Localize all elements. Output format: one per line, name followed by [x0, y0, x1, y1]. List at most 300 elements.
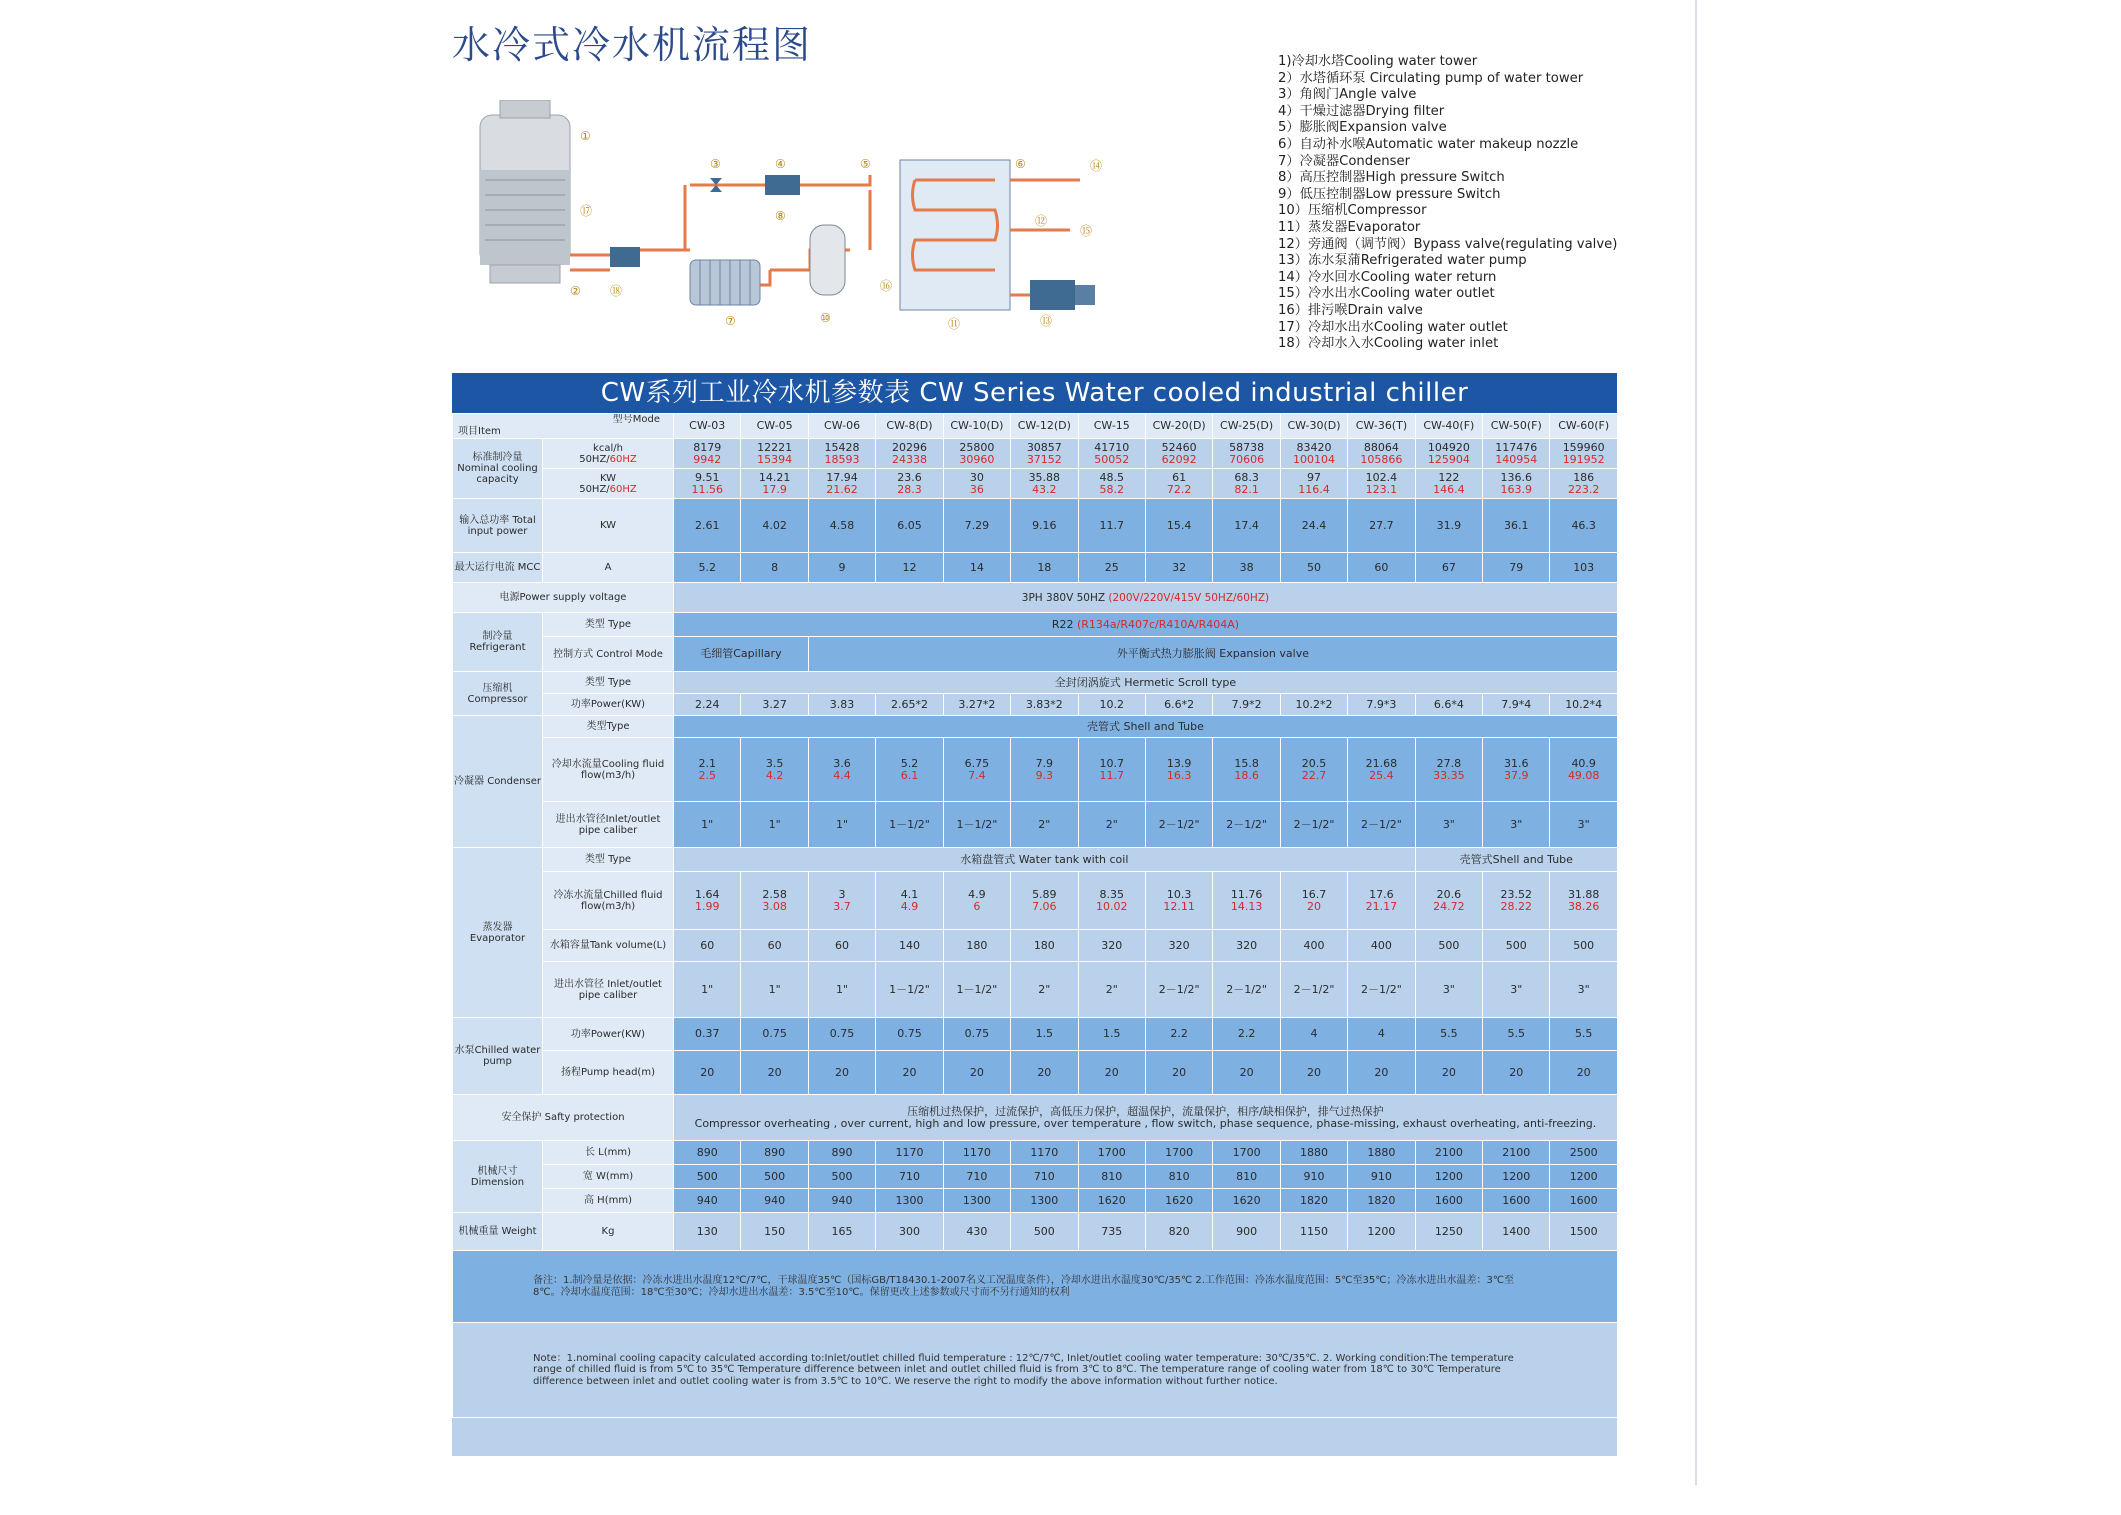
legend-item: 5）膨胀阀Expansion valve — [1278, 120, 1447, 136]
value-cell — [943, 439, 1010, 469]
component-legend — [1278, 54, 1698, 353]
value-cell: 1600 — [1483, 1189, 1550, 1213]
diagram-label-16: ⑯ — [880, 279, 893, 293]
value-cell: 6.6*2 — [1145, 694, 1212, 716]
cooling-tower-icon — [480, 100, 570, 283]
value-50hz: 17.94 — [826, 470, 858, 484]
value-cell: 14 — [943, 553, 1010, 583]
evaporator-type-coil: 水箱盘管式 Water tank with coil — [674, 848, 1416, 872]
value-cell — [1550, 738, 1617, 802]
value-60hz: 6.1 — [900, 768, 919, 782]
diagram-label-1: ① — [580, 129, 591, 143]
value-60hz: 125904 — [1427, 452, 1470, 466]
value-cell: 2" — [1078, 802, 1145, 848]
legend-item: 10）压缩机Compressor — [1278, 203, 1427, 219]
value-cell: 2.2 — [1213, 1018, 1280, 1051]
value-cell: 46.3 — [1550, 499, 1617, 553]
compressor-icon — [810, 225, 845, 295]
value-cell — [1145, 872, 1212, 930]
value-50hz: 8.35 — [1099, 887, 1124, 901]
value-cell: 0.75 — [876, 1018, 943, 1051]
value-cell: 20 — [1348, 1051, 1415, 1095]
value-cell: 500 — [1550, 930, 1617, 962]
value-cell: 890 — [741, 1141, 808, 1165]
legend-item: 11）蒸发器Evaporator — [1278, 219, 1421, 235]
model-header: CW-25(D) — [1213, 414, 1280, 439]
value-cell: 320 — [1145, 930, 1212, 962]
cell-text: 60HZ — [609, 453, 637, 465]
value-50hz: 4.9 — [968, 887, 986, 901]
value-cell: 2.61 — [674, 499, 741, 553]
value-cell — [943, 469, 1010, 499]
refrigerant-label: 制冷量 Refrigerant — [453, 613, 543, 672]
value-cell — [1415, 469, 1482, 499]
value-60hz: 140954 — [1495, 452, 1538, 466]
value-50hz: 2.1 — [698, 756, 716, 770]
value-cell: 20 — [1078, 1051, 1145, 1095]
value-cell: 500 — [674, 1165, 741, 1189]
value-cell — [1483, 439, 1550, 469]
value-cell: 1" — [741, 802, 808, 848]
model-header: CW-10(D) — [943, 414, 1010, 439]
value-60hz: 1.99 — [694, 899, 720, 913]
value-cell: 60 — [741, 930, 808, 962]
value-cell — [741, 469, 808, 499]
value-60hz: 28.22 — [1500, 899, 1533, 913]
value-50hz: 10.7 — [1099, 756, 1124, 770]
mcc-label: 最大运行电流 MCC — [453, 553, 543, 583]
pump-label: 水泵Chilled water pump — [453, 1018, 543, 1095]
value-60hz: 11.56 — [691, 482, 723, 496]
value-50hz: 40.9 — [1571, 756, 1596, 770]
value-cell: 2－1/2" — [1213, 802, 1280, 848]
model-header: CW-60(F) — [1550, 414, 1617, 439]
value-cell — [1280, 872, 1347, 930]
compressor-power-label: 功率Power(KW) — [543, 694, 674, 716]
value-cell: 1600 — [1415, 1189, 1482, 1213]
model-header: CW-15 — [1078, 414, 1145, 439]
value-cell: 130 — [674, 1213, 741, 1251]
drying-filter-icon — [765, 175, 800, 195]
value-cell: 7.9*2 — [1213, 694, 1280, 716]
control-capillary: 毛细管Capillary — [674, 637, 809, 672]
corner-item-label: 项目Item — [458, 426, 501, 437]
diagram-label-2: ② — [570, 284, 581, 298]
legend-item: 17）冷却水出水Cooling water outlet — [1278, 319, 1508, 335]
model-header: CW-36(T) — [1348, 414, 1415, 439]
value-cell: 10.2*2 — [1280, 694, 1347, 716]
value-cell — [876, 872, 943, 930]
value-cell: 400 — [1280, 930, 1347, 962]
value-cell — [1011, 872, 1078, 930]
evaporator-type-label: 类型 Type — [543, 848, 674, 872]
value-50hz: 2.58 — [762, 887, 787, 901]
value-cell: 1620 — [1213, 1189, 1280, 1213]
value-cell — [943, 872, 1010, 930]
diagram-label-12: ⑫ — [1035, 214, 1048, 228]
condenser-type-label: 类型Type — [543, 716, 674, 738]
value-60hz: 7.4 — [968, 768, 986, 782]
value-60hz: 20 — [1307, 899, 1321, 913]
dimension-label: 机械尺寸 Dimension — [453, 1141, 543, 1213]
value-60hz: 163.9 — [1500, 482, 1533, 496]
value-cell: 5.5 — [1415, 1018, 1482, 1051]
model-header: CW-40(F) — [1415, 414, 1482, 439]
length-label: 长 L(mm) — [543, 1141, 674, 1165]
value-cell: 910 — [1280, 1165, 1347, 1189]
diagram-label-13: ⑬ — [1040, 314, 1053, 328]
value-cell: 9 — [808, 553, 875, 583]
mcc-unit: A — [543, 553, 674, 583]
value-cell: 1820 — [1280, 1189, 1347, 1213]
value-60hz: 14.13 — [1230, 899, 1263, 913]
value-cell: 3" — [1415, 962, 1482, 1018]
value-cell: 2" — [1011, 962, 1078, 1018]
value-50hz: 41710 — [1094, 440, 1130, 454]
height-label: 高 H(mm) — [543, 1189, 674, 1213]
value-cell — [674, 439, 741, 469]
value-60hz: 30960 — [959, 452, 995, 466]
value-60hz: 11.7 — [1099, 768, 1124, 782]
value-50hz: 136.6 — [1500, 470, 1533, 484]
value-50hz: 13.9 — [1166, 756, 1192, 770]
value-cell: 1－1/2" — [876, 962, 943, 1018]
value-cell — [1483, 738, 1550, 802]
value-50hz: 5.2 — [900, 756, 919, 770]
value-cell: 940 — [741, 1189, 808, 1213]
value-60hz: 12.11 — [1163, 899, 1195, 913]
value-cell: 20 — [1550, 1051, 1617, 1095]
value-cell: 2100 — [1483, 1141, 1550, 1165]
corner-mode-label: 型号Mode — [612, 414, 660, 425]
condenser-pipe-label: 进出水管径Inlet/outlet pipe caliber — [543, 802, 674, 848]
note-chinese: 备注：1.制冷量是依据：冷冻水进出水温度12℃/7℃，干球温度35℃（国标GB/T18430.1-2007名义工况温度条件），冷却水进出水温度30℃/35℃ 2.工作范围：冷冻水温度范围：5℃至35℃；冷冻水进出水温差：3℃至8℃。冷却水温度范围：18℃至30℃；冷却水进出水温差：3.5℃至10℃。保留更改上述参数或尺寸而不另行通知的权利 — [453, 1251, 1618, 1323]
value-cell: 20 — [876, 1051, 943, 1095]
value-cell — [1280, 439, 1347, 469]
value-cell: 810 — [1078, 1165, 1145, 1189]
value-50hz: 7.9 — [1035, 756, 1054, 770]
value-cell: 2500 — [1550, 1141, 1617, 1165]
value-cell: 7.9*3 — [1348, 694, 1415, 716]
value-60hz: 191952 — [1562, 452, 1605, 466]
value-cell: 1－1/2" — [943, 962, 1010, 1018]
value-50hz: 23.6 — [897, 470, 922, 484]
value-50hz: 31.88 — [1567, 887, 1600, 901]
chilled-pump-icon — [1030, 280, 1095, 310]
value-cell: 1300 — [876, 1189, 943, 1213]
spec-table — [452, 373, 1617, 1456]
value-cell: 5.5 — [1550, 1018, 1617, 1051]
tower-pump-icon — [610, 247, 640, 267]
value-cell: 11.7 — [1078, 499, 1145, 553]
value-cell: 2－1/2" — [1280, 802, 1347, 848]
value-cell: 3" — [1550, 962, 1617, 1018]
value-cell — [1415, 439, 1482, 469]
value-50hz: 6.75 — [964, 756, 990, 770]
cell-text: 50HZ/ — [579, 483, 610, 495]
value-cell: 0.75 — [808, 1018, 875, 1051]
value-cell: 6.6*4 — [1415, 694, 1482, 716]
value-cell: 2.65*2 — [876, 694, 943, 716]
value-50hz: 14.21 — [758, 470, 791, 484]
legend-item: 14）冷水回水Cooling water return — [1278, 269, 1497, 285]
condenser-flow-label: 冷却水流量Cooling fluid flow(m3/h) — [543, 738, 674, 802]
value-50hz: 20.5 — [1301, 756, 1327, 770]
value-50hz: 83420 — [1296, 440, 1332, 454]
legend-item: 6）自动补水喉Automatic water makeup nozzle — [1278, 136, 1579, 152]
value-cell: 3" — [1415, 802, 1482, 848]
value-cell: 4.58 — [808, 499, 875, 553]
value-60hz: 146.4 — [1433, 482, 1465, 496]
cell-text: 压缩机过热保护，过流保护，高低压力保护，超温保护，流量保护，相序/缺相保护，排气过热保护 — [907, 1104, 1384, 1118]
value-50hz: 23.52 — [1500, 887, 1533, 901]
value-60hz: 37152 — [1026, 452, 1062, 466]
value-60hz: 9942 — [693, 452, 722, 466]
value-cell: 32 — [1145, 553, 1212, 583]
value-cell: 1" — [674, 802, 741, 848]
value-cell: 20 — [1145, 1051, 1212, 1095]
value-50hz: 21.68 — [1365, 756, 1398, 770]
value-cell: 2－1/2" — [1280, 962, 1347, 1018]
value-cell: 15.4 — [1145, 499, 1212, 553]
value-cell: 1700 — [1145, 1141, 1212, 1165]
value-cell: 180 — [943, 930, 1010, 962]
value-60hz: 3.7 — [833, 899, 851, 913]
refrigerant-type-label: 类型 Type — [543, 613, 674, 637]
value-60hz: 18593 — [824, 452, 860, 466]
cell-text: (200V/220V/415V 50HZ/60HZ) — [1108, 591, 1270, 604]
value-cell — [1280, 738, 1347, 802]
value-60hz: 15394 — [757, 452, 793, 466]
value-60hz: 116.4 — [1298, 482, 1330, 496]
diagram-label-18: ⑱ — [610, 284, 623, 298]
value-cell — [1078, 439, 1145, 469]
compressor-label: 压缩机 Compressor — [453, 672, 543, 716]
value-cell: 1700 — [1078, 1141, 1145, 1165]
condenser-label: 冷凝器 Condenser — [453, 716, 543, 848]
value-60hz: 4.9 — [900, 899, 919, 913]
legend-item: 15）冷水出水Cooling water outlet — [1278, 286, 1495, 302]
value-60hz: 58.2 — [1099, 482, 1124, 496]
value-cell: 2" — [1011, 802, 1078, 848]
value-cell: 1170 — [943, 1141, 1010, 1165]
weight-unit: Kg — [543, 1213, 674, 1251]
condenser-type-value: 壳管式 Shell and Tube — [674, 716, 1618, 738]
value-cell — [1078, 872, 1145, 930]
value-cell: 1880 — [1348, 1141, 1415, 1165]
refrigerant-type-value — [674, 613, 1618, 637]
cell-text: kcal/h — [593, 442, 623, 454]
value-cell: 940 — [674, 1189, 741, 1213]
value-60hz: 43.2 — [1032, 482, 1057, 496]
value-cell: 10.2 — [1078, 694, 1145, 716]
legend-item: 16）排污喉Drain valve — [1278, 302, 1423, 318]
value-60hz: 70606 — [1229, 452, 1265, 466]
value-60hz: 22.7 — [1301, 768, 1327, 782]
evaporator-flow-label: 冷冻水流量Chilled fluid flow(m3/h) — [543, 872, 674, 930]
width-label: 宽 W(mm) — [543, 1165, 674, 1189]
cell-text: KW — [599, 472, 617, 484]
value-cell: 2－1/2" — [1213, 962, 1280, 1018]
value-50hz: 20296 — [891, 440, 927, 454]
value-cell: 1200 — [1348, 1213, 1415, 1251]
legend-item: 8）高压控制器High pressure Switch — [1278, 170, 1505, 186]
legend-item: 4）干燥过滤器Drying filter — [1278, 103, 1445, 119]
value-cell: 1.5 — [1078, 1018, 1145, 1051]
value-cell: 1620 — [1145, 1189, 1212, 1213]
value-cell: 1170 — [876, 1141, 943, 1165]
value-cell: 3.83*2 — [1011, 694, 1078, 716]
value-cell — [1011, 439, 1078, 469]
legend-item: 1)冷却水塔Cooling water tower — [1278, 54, 1478, 69]
value-cell: 3" — [1483, 962, 1550, 1018]
cell-text: R22 — [1051, 617, 1077, 631]
value-cell: 60 — [674, 930, 741, 962]
value-50hz: 61 — [1172, 470, 1187, 484]
value-cell: 20 — [674, 1051, 741, 1095]
value-cell — [741, 439, 808, 469]
value-cell — [674, 872, 741, 930]
value-cell: 890 — [808, 1141, 875, 1165]
value-cell: 710 — [943, 1165, 1010, 1189]
value-cell: 36.1 — [1483, 499, 1550, 553]
value-60hz: 123.1 — [1365, 482, 1398, 496]
value-60hz: 28.3 — [897, 482, 922, 496]
value-cell: 320 — [1078, 930, 1145, 962]
value-60hz: 100104 — [1293, 452, 1335, 466]
model-header: CW-30(D) — [1280, 414, 1347, 439]
value-cell: 1200 — [1483, 1165, 1550, 1189]
value-cell — [1078, 738, 1145, 802]
value-cell: 3.27 — [741, 694, 808, 716]
model-header: CW-05 — [741, 414, 808, 439]
diagram-label-5: ⑤ — [860, 157, 871, 171]
value-cell — [741, 738, 808, 802]
evaporator-type-shell: 壳管式Shell and Tube — [1415, 848, 1617, 872]
value-cell — [1078, 469, 1145, 499]
value-50hz: 35.88 — [1028, 470, 1061, 484]
value-cell: 0.75 — [741, 1018, 808, 1051]
cell-text: 3PH 380V 50HZ — [1021, 591, 1109, 604]
value-cell: 27.7 — [1348, 499, 1415, 553]
value-cell: 1620 — [1078, 1189, 1145, 1213]
value-cell: 38 — [1213, 553, 1280, 583]
value-cell — [1213, 872, 1280, 930]
value-cell: 1820 — [1348, 1189, 1415, 1213]
value-cell: 9.16 — [1011, 499, 1078, 553]
note-english: Note：1.nominal cooling capacity calculated according to:Inlet/outlet chilled fluid temperature : 12℃/7℃, Inlet/outlet cooling water temperature: 30℃/35℃. 2. Working condition:The temperature range of chilled fluid is from 5℃ to 35℃ Temperature difference between inlet and outlet chilled fluid is from 3℃ to 8℃. The temperature range of cooling water from 18℃ to 30℃ Temperature difference between inlet and outlet cooling water is from 3.5℃ to 10℃. We reserve the right to modify the above information without further notice. — [453, 1323, 1618, 1418]
nominal-capacity-label: 标准制冷量 Nominal cooling capacity — [453, 439, 543, 499]
value-cell — [1415, 738, 1482, 802]
value-60hz: 21.62 — [826, 482, 858, 496]
diagram-label-17: ⑰ — [580, 204, 593, 218]
diagram-label-4: ④ — [775, 157, 786, 171]
corner-header — [453, 414, 674, 439]
value-cell: 20 — [1415, 1051, 1482, 1095]
value-cell: 3.83 — [808, 694, 875, 716]
value-50hz: 10.3 — [1166, 887, 1192, 901]
value-cell — [943, 738, 1010, 802]
pump-power-label: 功率Power(KW) — [543, 1018, 674, 1051]
value-cell: 500 — [808, 1165, 875, 1189]
value-cell: 60 — [1348, 553, 1415, 583]
value-50hz: 20.6 — [1436, 887, 1462, 901]
value-50hz: 5.89 — [1032, 887, 1057, 901]
value-50hz: 12221 — [757, 440, 793, 454]
value-cell — [1011, 738, 1078, 802]
value-cell: 710 — [1011, 1165, 1078, 1189]
value-cell: 18 — [1011, 553, 1078, 583]
safety-value — [674, 1095, 1618, 1141]
model-header: CW-20(D) — [1145, 414, 1212, 439]
value-cell: 430 — [943, 1213, 1010, 1251]
cell-text: 50HZ/ — [579, 453, 610, 465]
value-cell: 4.02 — [741, 499, 808, 553]
value-cell — [876, 439, 943, 469]
value-60hz: 7.06 — [1032, 899, 1057, 913]
value-50hz: 17.6 — [1369, 887, 1394, 901]
value-cell — [876, 469, 943, 499]
value-cell — [1550, 872, 1617, 930]
evaporator-label: 蒸发器 Evaporator — [453, 848, 543, 1018]
value-cell: 5.5 — [1483, 1018, 1550, 1051]
value-cell: 2－1/2" — [1145, 962, 1212, 1018]
cell-text: 60HZ — [609, 483, 637, 495]
value-cell — [808, 738, 875, 802]
value-50hz: 3 — [838, 887, 846, 901]
value-50hz: 4.1 — [900, 887, 919, 901]
value-cell: 24.4 — [1280, 499, 1347, 553]
value-cell: 1200 — [1550, 1165, 1617, 1189]
power-supply-value — [674, 583, 1618, 613]
input-power-unit: KW — [543, 499, 674, 553]
value-cell: 500 — [1483, 930, 1550, 962]
value-cell — [1280, 469, 1347, 499]
value-cell: 3" — [1483, 802, 1550, 848]
compressor-type-value: 全封闭涡旋式 Hermetic Scroll type — [674, 672, 1618, 694]
value-cell: 20 — [1483, 1051, 1550, 1095]
safety-label: 安全保护 Safty protection — [453, 1095, 674, 1141]
value-60hz: 82.1 — [1234, 482, 1259, 496]
value-50hz: 8179 — [693, 440, 722, 454]
value-cell: 6.05 — [876, 499, 943, 553]
value-60hz: 25.4 — [1369, 768, 1394, 782]
legend-item: 9）低压控制器Low pressure Switch — [1278, 186, 1501, 202]
value-cell: 31.9 — [1415, 499, 1482, 553]
value-cell — [1213, 439, 1280, 469]
value-cell: 300 — [876, 1213, 943, 1251]
value-50hz: 102.4 — [1365, 470, 1398, 484]
compressor-type-label: 类型 Type — [543, 672, 674, 694]
value-cell: 103 — [1550, 553, 1617, 583]
value-60hz: 24.72 — [1433, 899, 1465, 913]
value-cell: 900 — [1213, 1213, 1280, 1251]
value-cell — [876, 738, 943, 802]
value-cell: 50 — [1280, 553, 1347, 583]
diagram-label-6: ⑥ — [1015, 157, 1026, 171]
value-cell: 710 — [876, 1165, 943, 1189]
value-50hz: 3.5 — [765, 756, 784, 770]
value-cell: 1" — [808, 802, 875, 848]
value-cell — [1213, 738, 1280, 802]
value-cell: 500 — [741, 1165, 808, 1189]
value-cell: 1150 — [1280, 1213, 1347, 1251]
value-60hz: 3.08 — [762, 899, 787, 913]
value-cell: 20 — [808, 1051, 875, 1095]
value-cell — [1348, 738, 1415, 802]
value-50hz: 97 — [1307, 470, 1321, 484]
value-50hz: 27.8 — [1436, 756, 1462, 770]
